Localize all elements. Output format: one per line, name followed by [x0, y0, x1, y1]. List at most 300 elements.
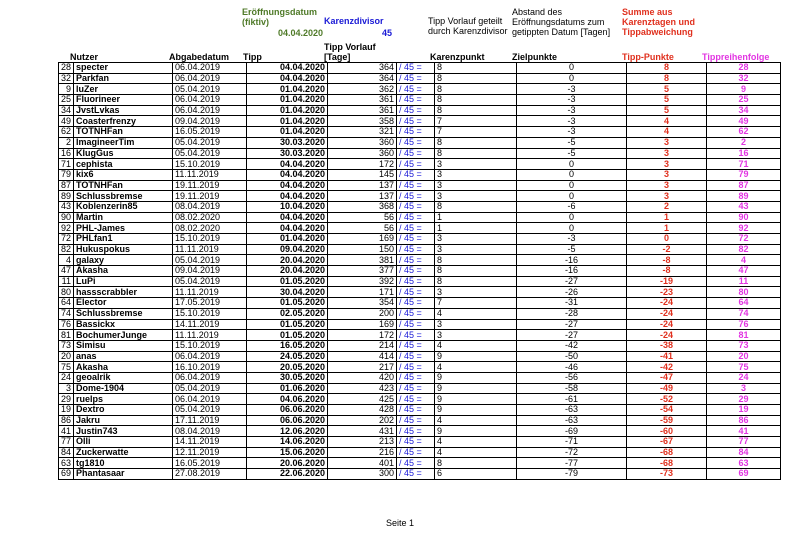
user-name: cephista [74, 159, 173, 170]
tip-points: -24 [627, 330, 707, 341]
table-row [59, 394, 781, 405]
submission-date: 06.04.2019 [173, 351, 247, 362]
user-name: specter [74, 63, 173, 74]
lead-days: 364 [328, 73, 397, 84]
tip-points: -24 [627, 319, 707, 330]
user-name: Simisu [74, 340, 173, 351]
submission-date: 05.04.2019 [173, 383, 247, 394]
user-name: Dextro [74, 405, 173, 416]
lead-days: 420 [328, 372, 397, 383]
row-index: 81 [59, 330, 74, 341]
row-index: 2 [59, 137, 74, 148]
tip-date: 12.06.2020 [247, 426, 328, 437]
col-punkte: Tipp-Punkte [622, 52, 674, 62]
tip-date: 04.04.2020 [247, 212, 328, 223]
target-points: -72 [517, 447, 627, 458]
divisor-text: / 45 = [397, 362, 435, 373]
row-index: 87 [59, 180, 74, 191]
lead-days: 137 [328, 191, 397, 202]
user-name: Dome-1904 [74, 383, 173, 394]
lead-days: 321 [328, 127, 397, 138]
tip-points: -24 [627, 308, 707, 319]
tip-date: 01.04.2020 [247, 95, 328, 106]
divisor-text: / 45 = [397, 148, 435, 159]
grace-points: 3 [435, 234, 517, 245]
submission-date: 11.11.2019 [173, 244, 247, 255]
submission-date: 16.05.2019 [173, 127, 247, 138]
tip-date: 04.04.2020 [247, 159, 328, 170]
tip-order: 64 [707, 298, 781, 309]
target-points: 0 [517, 169, 627, 180]
target-points: -27 [517, 319, 627, 330]
tip-date: 06.06.2020 [247, 405, 328, 416]
submission-date: 08.02.2020 [173, 212, 247, 223]
divisor-text: / 45 = [397, 330, 435, 341]
target-points: 0 [517, 159, 627, 170]
submission-date: 06.04.2019 [173, 95, 247, 106]
row-index: 25 [59, 95, 74, 106]
target-points: -3 [517, 95, 627, 106]
grace-points: 3 [435, 180, 517, 191]
target-points: -5 [517, 244, 627, 255]
user-name: kix6 [74, 169, 173, 180]
tip-order: 29 [707, 394, 781, 405]
row-index: 43 [59, 201, 74, 212]
grace-points: 4 [435, 415, 517, 426]
row-index: 79 [59, 169, 74, 180]
tip-order: 25 [707, 95, 781, 106]
row-index: 82 [59, 244, 74, 255]
table-row [59, 244, 781, 255]
user-name: Phantasaar [74, 469, 173, 480]
target-points: -5 [517, 148, 627, 159]
tip-points: 3 [627, 180, 707, 191]
tip-order: 80 [707, 287, 781, 298]
col-tipp: Tipp [243, 52, 262, 62]
row-index: 73 [59, 340, 74, 351]
table-row [59, 84, 781, 95]
submission-date: 05.04.2019 [173, 137, 247, 148]
tip-date: 09.04.2020 [247, 244, 328, 255]
table-row [59, 426, 781, 437]
tip-order: 43 [707, 201, 781, 212]
lead-days: 423 [328, 383, 397, 394]
tip-points: -2 [627, 244, 707, 255]
grace-points: 8 [435, 255, 517, 266]
user-name: Zuckerwatte [74, 447, 173, 458]
user-name: Elector [74, 298, 173, 309]
table-row [59, 405, 781, 416]
sum-note: Summe aus Karenztagen und Tippabweichung [622, 7, 696, 37]
divisor-text: / 45 = [397, 127, 435, 138]
user-name: PHLfan1 [74, 234, 173, 245]
page-footer: Seite 1 [385, 518, 415, 528]
submission-date: 11.11.2019 [173, 287, 247, 298]
grace-points: 3 [435, 319, 517, 330]
row-index: 71 [59, 159, 74, 170]
table-row [59, 469, 781, 480]
lead-days: 361 [328, 105, 397, 116]
user-name: Hukuspokus [74, 244, 173, 255]
tip-order: 34 [707, 105, 781, 116]
lead-days: 216 [328, 447, 397, 458]
divisor-text: / 45 = [397, 383, 435, 394]
target-points: 0 [517, 180, 627, 191]
submission-date: 11.11.2019 [173, 169, 247, 180]
tip-points: -67 [627, 437, 707, 448]
tip-date: 01.05.2020 [247, 298, 328, 309]
table-row [59, 73, 781, 84]
user-name: Koblenzerin85 [74, 201, 173, 212]
user-name: Bassickx [74, 319, 173, 330]
table-row [59, 308, 781, 319]
tip-points: -8 [627, 266, 707, 277]
submission-date: 05.04.2019 [173, 276, 247, 287]
grace-points: 3 [435, 287, 517, 298]
tip-order: 81 [707, 330, 781, 341]
lead-days: 358 [328, 116, 397, 127]
divisor-text: / 45 = [397, 244, 435, 255]
row-index: 3 [59, 383, 74, 394]
table-row [59, 276, 781, 287]
tip-order: 76 [707, 319, 781, 330]
user-name: TOTNHFan [74, 127, 173, 138]
table-row [59, 234, 781, 245]
lead-days: 428 [328, 405, 397, 416]
submission-date: 15.10.2019 [173, 159, 247, 170]
grace-points: 4 [435, 437, 517, 448]
divisor-text: / 45 = [397, 437, 435, 448]
tip-order: 19 [707, 405, 781, 416]
divisor-text: / 45 = [397, 255, 435, 266]
divisor-text: / 45 = [397, 116, 435, 127]
target-points: -71 [517, 437, 627, 448]
user-name: ImagineerTim [74, 137, 173, 148]
grace-points: 7 [435, 298, 517, 309]
grace-points: 8 [435, 95, 517, 106]
tip-points: -59 [627, 415, 707, 426]
lead-days: 401 [328, 458, 397, 469]
divisor-text: / 45 = [397, 223, 435, 234]
submission-date: 06.04.2019 [173, 63, 247, 74]
user-name: Schlussbremse [74, 191, 173, 202]
lead-days: 214 [328, 340, 397, 351]
tip-points: 8 [627, 63, 707, 74]
row-index: 62 [59, 127, 74, 138]
tip-points: -68 [627, 447, 707, 458]
tip-date: 04.04.2020 [247, 223, 328, 234]
target-points: -46 [517, 362, 627, 373]
user-name: PHL-James [74, 223, 173, 234]
tipp-note: Tipp Vorlauf geteilt durch Karenzdivisor [428, 16, 508, 36]
grace-points: 1 [435, 212, 517, 223]
tip-date: 22.06.2020 [247, 469, 328, 480]
target-points: -3 [517, 84, 627, 95]
col-ziel: Zielpunkte [512, 52, 558, 62]
tip-order: 90 [707, 212, 781, 223]
target-points: -27 [517, 330, 627, 341]
target-points: -69 [517, 426, 627, 437]
grace-points: 9 [435, 383, 517, 394]
tip-date: 01.05.2020 [247, 319, 328, 330]
tip-order: 82 [707, 244, 781, 255]
table-row [59, 127, 781, 138]
row-index: 9 [59, 84, 74, 95]
tip-order: 74 [707, 308, 781, 319]
row-index: 16 [59, 148, 74, 159]
submission-date: 09.04.2019 [173, 116, 247, 127]
table-row [59, 362, 781, 373]
lead-days: 392 [328, 276, 397, 287]
divisor-text: / 45 = [397, 95, 435, 106]
divisor-text: / 45 = [397, 415, 435, 426]
table-row [59, 447, 781, 458]
target-points: -26 [517, 287, 627, 298]
lead-days: 360 [328, 148, 397, 159]
target-points: -3 [517, 127, 627, 138]
divisor-text: / 45 = [397, 276, 435, 287]
table-row [59, 191, 781, 202]
tip-date: 04.04.2020 [247, 63, 328, 74]
tip-points: -19 [627, 276, 707, 287]
grace-points: 9 [435, 351, 517, 362]
row-index: 24 [59, 372, 74, 383]
user-name: KlugGus [74, 148, 173, 159]
tip-points: 5 [627, 84, 707, 95]
table-row [59, 287, 781, 298]
divisor-text: / 45 = [397, 319, 435, 330]
divisor-text: / 45 = [397, 287, 435, 298]
table-row [59, 319, 781, 330]
submission-date: 17.05.2019 [173, 298, 247, 309]
target-points: -16 [517, 266, 627, 277]
divisor-text: / 45 = [397, 469, 435, 480]
submission-date: 16.10.2019 [173, 362, 247, 373]
divisor-text: / 45 = [397, 137, 435, 148]
tip-date: 30.03.2020 [247, 148, 328, 159]
submission-date: 06.04.2019 [173, 73, 247, 84]
divisor-text: / 45 = [397, 394, 435, 405]
user-name: ruelps [74, 394, 173, 405]
table-row [59, 330, 781, 341]
tip-order: 49 [707, 116, 781, 127]
table-row [59, 437, 781, 448]
table-row [59, 266, 781, 277]
tip-order: 73 [707, 340, 781, 351]
tip-order: 92 [707, 223, 781, 234]
tip-date: 01.04.2020 [247, 234, 328, 245]
submission-date: 17.11.2019 [173, 415, 247, 426]
target-points: -6 [517, 201, 627, 212]
tip-date: 20.05.2020 [247, 362, 328, 373]
submission-date: 08.04.2019 [173, 201, 247, 212]
target-points: 0 [517, 223, 627, 234]
grace-points: 3 [435, 191, 517, 202]
tip-date: 16.05.2020 [247, 340, 328, 351]
table-row [59, 137, 781, 148]
col-vorlauf: Tipp Vorlauf [Tage] [324, 42, 376, 62]
grace-points: 8 [435, 458, 517, 469]
grace-points: 9 [435, 426, 517, 437]
row-index: 80 [59, 287, 74, 298]
submission-date: 19.11.2019 [173, 180, 247, 191]
table-row [59, 383, 781, 394]
divisor-value: 45 [382, 28, 393, 38]
tip-order: 41 [707, 426, 781, 437]
table-row [59, 255, 781, 266]
row-index: 90 [59, 212, 74, 223]
target-points: 0 [517, 73, 627, 84]
tip-order: 47 [707, 266, 781, 277]
tip-points: 2 [627, 201, 707, 212]
row-index: 84 [59, 447, 74, 458]
submission-date: 05.04.2019 [173, 148, 247, 159]
tip-order: 28 [707, 63, 781, 74]
divisor-text: / 45 = [397, 447, 435, 458]
table-row [59, 116, 781, 127]
opening-date-value: 04.04.2020 [278, 28, 324, 38]
target-points: -5 [517, 137, 627, 148]
tip-date: 01.04.2020 [247, 105, 328, 116]
tip-date: 14.06.2020 [247, 437, 328, 448]
lead-days: 300 [328, 469, 397, 480]
submission-date: 15.10.2019 [173, 340, 247, 351]
user-name: geoalrik [74, 372, 173, 383]
tip-points: 4 [627, 127, 707, 138]
lead-days: 200 [328, 308, 397, 319]
grace-points: 4 [435, 340, 517, 351]
row-index: 28 [59, 63, 74, 74]
divisor-text: / 45 = [397, 201, 435, 212]
target-points: -27 [517, 276, 627, 287]
tip-points: 5 [627, 105, 707, 116]
submission-date: 11.11.2019 [173, 330, 247, 341]
row-index: 76 [59, 319, 74, 330]
user-name: Martin [74, 212, 173, 223]
tip-points: 4 [627, 116, 707, 127]
grace-points: 9 [435, 372, 517, 383]
row-index: 29 [59, 394, 74, 405]
tip-order: 87 [707, 180, 781, 191]
tip-points: 3 [627, 137, 707, 148]
grace-points: 8 [435, 266, 517, 277]
table-row [59, 223, 781, 234]
tip-date: 04.04.2020 [247, 191, 328, 202]
target-points: -3 [517, 234, 627, 245]
tip-points: -24 [627, 298, 707, 309]
grace-points: 7 [435, 116, 517, 127]
lead-days: 202 [328, 415, 397, 426]
table-row [59, 169, 781, 180]
lead-days: 361 [328, 95, 397, 106]
col-abgabe: Abgabedatum [169, 52, 230, 62]
lead-days: 150 [328, 244, 397, 255]
tip-date: 06.06.2020 [247, 415, 328, 426]
lead-days: 145 [328, 169, 397, 180]
divisor-text: / 45 = [397, 169, 435, 180]
divisor-text: / 45 = [397, 105, 435, 116]
row-index: 77 [59, 437, 74, 448]
target-points: -42 [517, 340, 627, 351]
target-points: -58 [517, 383, 627, 394]
lead-days: 213 [328, 437, 397, 448]
grace-points: 8 [435, 148, 517, 159]
user-name: BochumerJunge [74, 330, 173, 341]
submission-date: 14.11.2019 [173, 319, 247, 330]
tip-order: 9 [707, 84, 781, 95]
grace-points: 6 [435, 469, 517, 480]
tip-points: 3 [627, 169, 707, 180]
tip-points: -73 [627, 469, 707, 480]
target-points: -50 [517, 351, 627, 362]
tip-date: 01.05.2020 [247, 330, 328, 341]
submission-date: 06.04.2019 [173, 105, 247, 116]
tip-date: 20.04.2020 [247, 255, 328, 266]
user-name: Fluorineer [74, 95, 173, 106]
submission-date: 06.04.2019 [173, 394, 247, 405]
row-index: 20 [59, 351, 74, 362]
target-points: -63 [517, 415, 627, 426]
table-row [59, 458, 781, 469]
divisor-label: Karenzdivisor [324, 16, 384, 26]
tip-points: 1 [627, 223, 707, 234]
tip-date: 30.03.2020 [247, 137, 328, 148]
tip-points: -41 [627, 351, 707, 362]
lead-days: 425 [328, 394, 397, 405]
grace-points: 8 [435, 137, 517, 148]
tip-order: 72 [707, 234, 781, 245]
tip-order: 84 [707, 447, 781, 458]
row-index: 47 [59, 266, 74, 277]
tip-order: 11 [707, 276, 781, 287]
lead-days: 172 [328, 330, 397, 341]
grace-points: 3 [435, 244, 517, 255]
tip-points: -47 [627, 372, 707, 383]
tip-date: 01.04.2020 [247, 116, 328, 127]
lead-days: 172 [328, 159, 397, 170]
user-name: tg1810 [74, 458, 173, 469]
target-points: -3 [517, 105, 627, 116]
row-index: 34 [59, 105, 74, 116]
tip-date: 02.05.2020 [247, 308, 328, 319]
tip-date: 01.04.2020 [247, 127, 328, 138]
tip-order: 20 [707, 351, 781, 362]
tip-points: 3 [627, 191, 707, 202]
user-name: JvstLvkas [74, 105, 173, 116]
tip-points: -54 [627, 405, 707, 416]
tip-date: 20.04.2020 [247, 266, 328, 277]
submission-date: 15.10.2019 [173, 308, 247, 319]
tip-order: 3 [707, 383, 781, 394]
submission-date: 09.04.2019 [173, 266, 247, 277]
user-name: Jakru [74, 415, 173, 426]
tip-date: 04.04.2020 [247, 73, 328, 84]
col-folge: Tippreihenfolge [702, 52, 770, 62]
tip-order: 77 [707, 437, 781, 448]
tip-points: -60 [627, 426, 707, 437]
submission-date: 19.11.2019 [173, 191, 247, 202]
submission-date: 05.04.2019 [173, 405, 247, 416]
col-karenz: Karenzpunkt [430, 52, 485, 62]
tip-points: 3 [627, 148, 707, 159]
grace-points: 8 [435, 201, 517, 212]
tip-points: -49 [627, 383, 707, 394]
tip-points: 1 [627, 212, 707, 223]
submission-date: 12.11.2019 [173, 447, 247, 458]
divisor-text: / 45 = [397, 159, 435, 170]
user-name: TOTNHFan [74, 180, 173, 191]
row-index: 41 [59, 426, 74, 437]
